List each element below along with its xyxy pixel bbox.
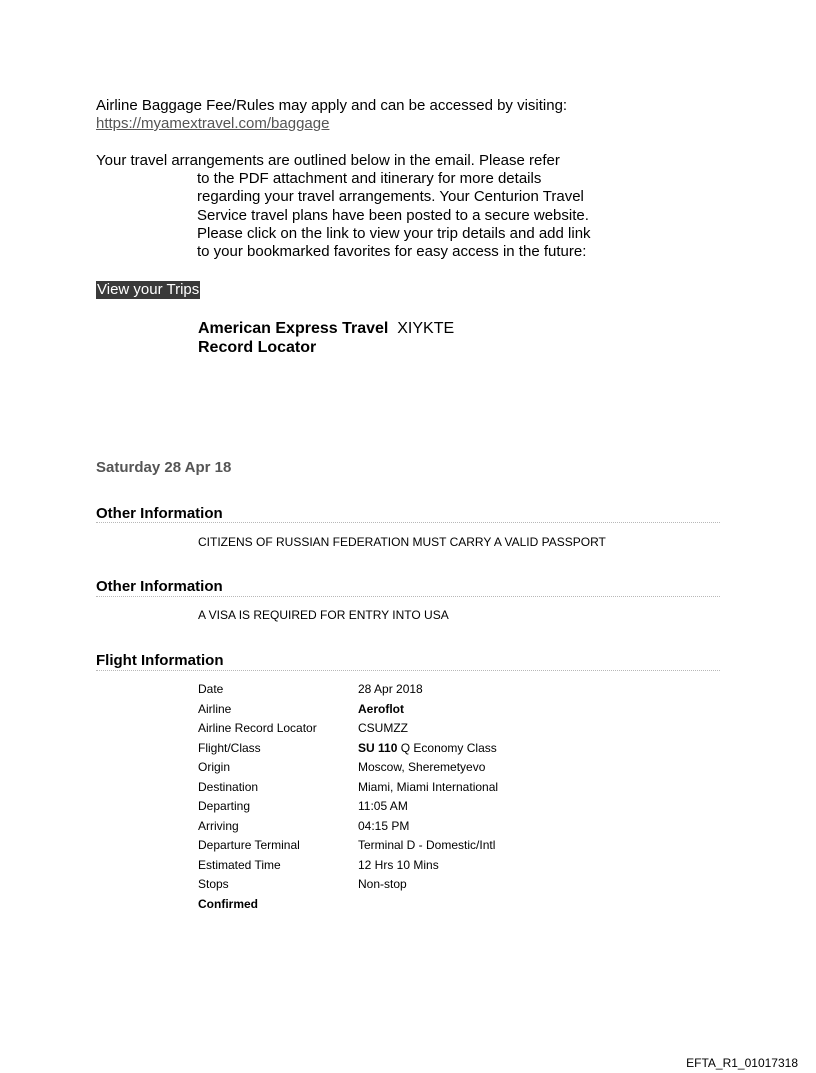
- flight-details-table: [198, 680, 498, 914]
- other-information-title: Other Information: [96, 505, 223, 522]
- table-row: [198, 856, 498, 876]
- view-trips-link[interactable]: View your Trips: [97, 281, 200, 298]
- destination-value: Miami, Miami International: [358, 779, 499, 794]
- baggage-notice: Airline Baggage Fee/Rules may apply and can be accessed by visiting:: [96, 97, 568, 114]
- estimated-time-label: Estimated Time: [198, 857, 281, 872]
- document-id: EFTA_R1_01017318: [686, 1056, 798, 1070]
- arrangements-line: to your bookmarked favorites for easy access in the future:: [197, 243, 587, 260]
- departing-label: Departing: [198, 799, 251, 813]
- arriving-label: Arriving: [198, 818, 239, 833]
- other-information-text: A VISA IS REQUIRED FOR ENTRY INTO USA: [198, 608, 449, 622]
- destination-label: Destination: [198, 779, 259, 794]
- departing-value: 11:05 AM: [358, 799, 408, 813]
- table-row: [198, 836, 498, 856]
- stops-value: Non-stop: [358, 877, 407, 891]
- other-information-text: CITIZENS OF RUSSIAN FEDERATION MUST CARRY A VALID PASSPORT: [198, 535, 606, 549]
- arrangements-line: Service travel plans have been posted to a secure website.: [197, 207, 589, 224]
- table-row: [198, 817, 498, 837]
- baggage-link[interactable]: https://myamextravel.com/baggage: [96, 115, 330, 132]
- table-row: [198, 895, 498, 915]
- table-row: [198, 719, 498, 739]
- flight-class-label: Flight/Class: [198, 740, 261, 755]
- arrangements-line: regarding your travel arrangements. Your Centurion Travel: [197, 188, 584, 205]
- booking-status: Confirmed: [198, 896, 258, 911]
- section-divider: [96, 670, 720, 671]
- table-row: [198, 797, 498, 817]
- flight-class-value: [358, 739, 498, 759]
- estimated-time-value: 12 Hrs 10 Mins: [358, 857, 439, 872]
- airline-label: Airline: [198, 701, 232, 716]
- flight-number: SU 110: [358, 740, 398, 755]
- origin-label: Origin: [198, 760, 231, 774]
- section-divider: [96, 596, 720, 597]
- flight-date-label: Date: [198, 682, 224, 696]
- arrangements-line: to the PDF attachment and itinerary for more details: [197, 170, 542, 187]
- airline-record-locator-label: Airline Record Locator: [198, 721, 317, 735]
- origin-value: Moscow, Sheremetyevo: [358, 760, 486, 774]
- arrangements-intro: Your travel arrangements are outlined below in the email. Please refer: [96, 152, 560, 169]
- table-row: [198, 700, 498, 720]
- section-divider: [96, 522, 720, 523]
- other-information-title: Other Information: [96, 578, 223, 595]
- flight-date-value: 28 Apr 2018: [358, 682, 423, 696]
- airline-record-locator-value: CSUMZZ: [358, 721, 408, 735]
- record-locator-label: American Express Travel: [198, 320, 389, 337]
- itinerary-date-heading: Saturday 28 Apr 18: [96, 459, 232, 476]
- record-locator-row: [198, 319, 454, 338]
- flight-class: Q Economy Class: [400, 740, 497, 755]
- stops-label: Stops: [198, 877, 229, 891]
- table-row: [198, 758, 498, 778]
- flight-information-title: Flight Information: [96, 652, 224, 669]
- table-row: [198, 875, 498, 895]
- airline-value: Aeroflot: [358, 701, 404, 716]
- table-row: [198, 739, 498, 759]
- arriving-value: 04:15 PM: [358, 818, 410, 833]
- table-row: [198, 778, 498, 798]
- departure-terminal-label: Departure Terminal: [198, 838, 300, 852]
- departure-terminal-value: Terminal D - Domestic/Intl: [358, 838, 496, 852]
- record-locator-value: XIYKTE: [397, 320, 455, 337]
- table-row: [198, 680, 498, 700]
- arrangements-line: Please click on the link to view your trip details and add link: [197, 225, 591, 242]
- record-locator-label-2: Record Locator: [198, 339, 317, 356]
